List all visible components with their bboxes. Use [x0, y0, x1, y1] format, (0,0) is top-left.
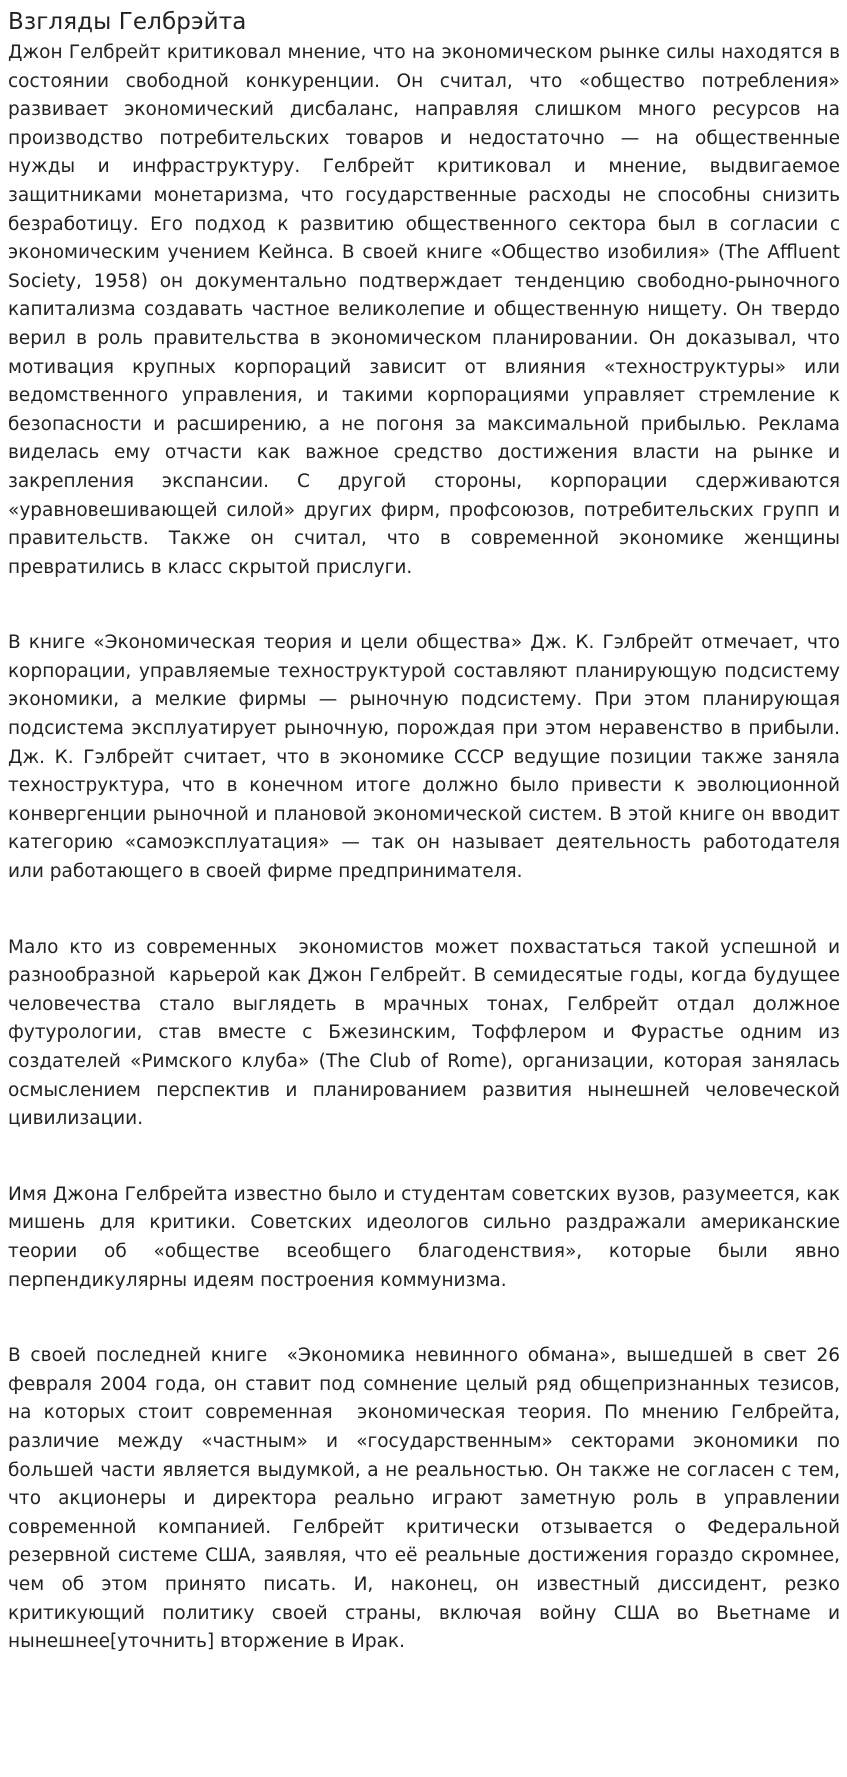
- paragraph-4: Имя Джона Гелбрейта известно было и студентам советских вузов, разумеется, как мишень для критики. Советских идеологов сильно раздражали американские теории об «обществе всеобщего благоденствия», которые были явно перпендикулярны идеям построения коммунизма.: [8, 1183, 846, 1291]
- article-title: Взгляды Гелбрэйта: [8, 9, 247, 35]
- paragraph-5: В своей последней книге «Экономика невинного обмана», вышедшей в свет 26 февраля 2004 года, он ставит под сомнение целый ряд общепризнанных тезисов, на которых стоит современная экономическая теория. По мнению Гелбрейта, различие между «частным» и «государственным» секторами экономики по большей части является выдумкой, а не реальностью. Он также не согласен с тем, что акционеры и директора реально играют заметную роль в управлении современной компанией. Гелбрейт критически отзывается о Федеральной резервной системе США, заявляя, что её реальные достижения гораздо скромнее, чем об этом принято писать. И, наконец, он известный диссидент, резко критикующий политику своей страны, включая войну США во Вьетнаме и нынешнее[уточнить] вторжение в Ирак.: [8, 1345, 846, 1653]
- paragraph-3: Мало кто из современных экономистов может похвастаться такой успешной и разнообразной карьерой как Джон Гелбрейт. В семидесятые годы, когда будущее человечества стало выглядеть в мрачных тонах, Гелбрейт отдал должное футурологии, став вместе с Бжезинским, Тоффлером и Фурастье одним из создателей «Римского клуба» (The Club of Rome), организации, которая занялась осмыслением перспектив и планированием развития нынешней человеческой цивилизации.: [8, 936, 846, 1130]
- paragraph-1: Джон Гелбрейт критиковал мнение, что на экономическом рынке силы находятся в состоянии свободной конкуренции. Он считал, что «общество потребления» развивает экономический дисбаланс, направляя слишком много ресурсов на производство потребительских товаров и недостаточно — на общественные нужды и инфраструктуру. Гелбрейт критиковал и мнение, выдвигаемое защитниками монетаризма, что государственные расходы не способны снизить безработицу. Его подход к развитию общественного сектора был в согласии с экономическим учением Кейнса. В своей книге «Общество изобилия» (The Affluent Society, 1958) он документально подтверждает тенденцию свободно-рыночного капитализма создавать частное великолепие и общественную нищету. Он твердо верил в роль правительства в экономическом планировании. Он доказывал, что мотивация крупных корпораций зависит от влияния «техноструктуры» или ведомственного управления, и такими корпорациями управляет стремление к безопасности и расширению, а не погоня за максимальной прибылью. Реклама виделась ему отчасти как важное средство достижения власти на рынке и закрепления экспансии. С другой стороны, корпорации сдерживаются «уравновешивающей силой» других фирм, профсоюзов, потребительских групп и правительств. Также он считал, что в современной экономике женщины превратились в класс скрытой прислуги.: [8, 42, 846, 578]
- paragraph-2: В книге «Экономическая теория и цели общества» Дж. К. Гэлбрейт отмечает, что корпорации, управляемые техноструктурой составляют планирующую подсистему экономики, а мелкие фирмы — рыночную подсистему. При этом планирующая подсистема эксплуатирует рыночную, порождая при этом неравенство в прибыли. Дж. К. Гэлбрейт считает, что в экономике СССР ведущие позиции также заняла техноструктура, что в конечном итоге должно было привести к эволюционной конвергенции рыночной и плановой экономической систем. В этой книге он вводит категорию «самоэксплуатация» — так он называет деятельность работодателя или работающего в своей фирме предпринимателя.: [8, 632, 846, 883]
